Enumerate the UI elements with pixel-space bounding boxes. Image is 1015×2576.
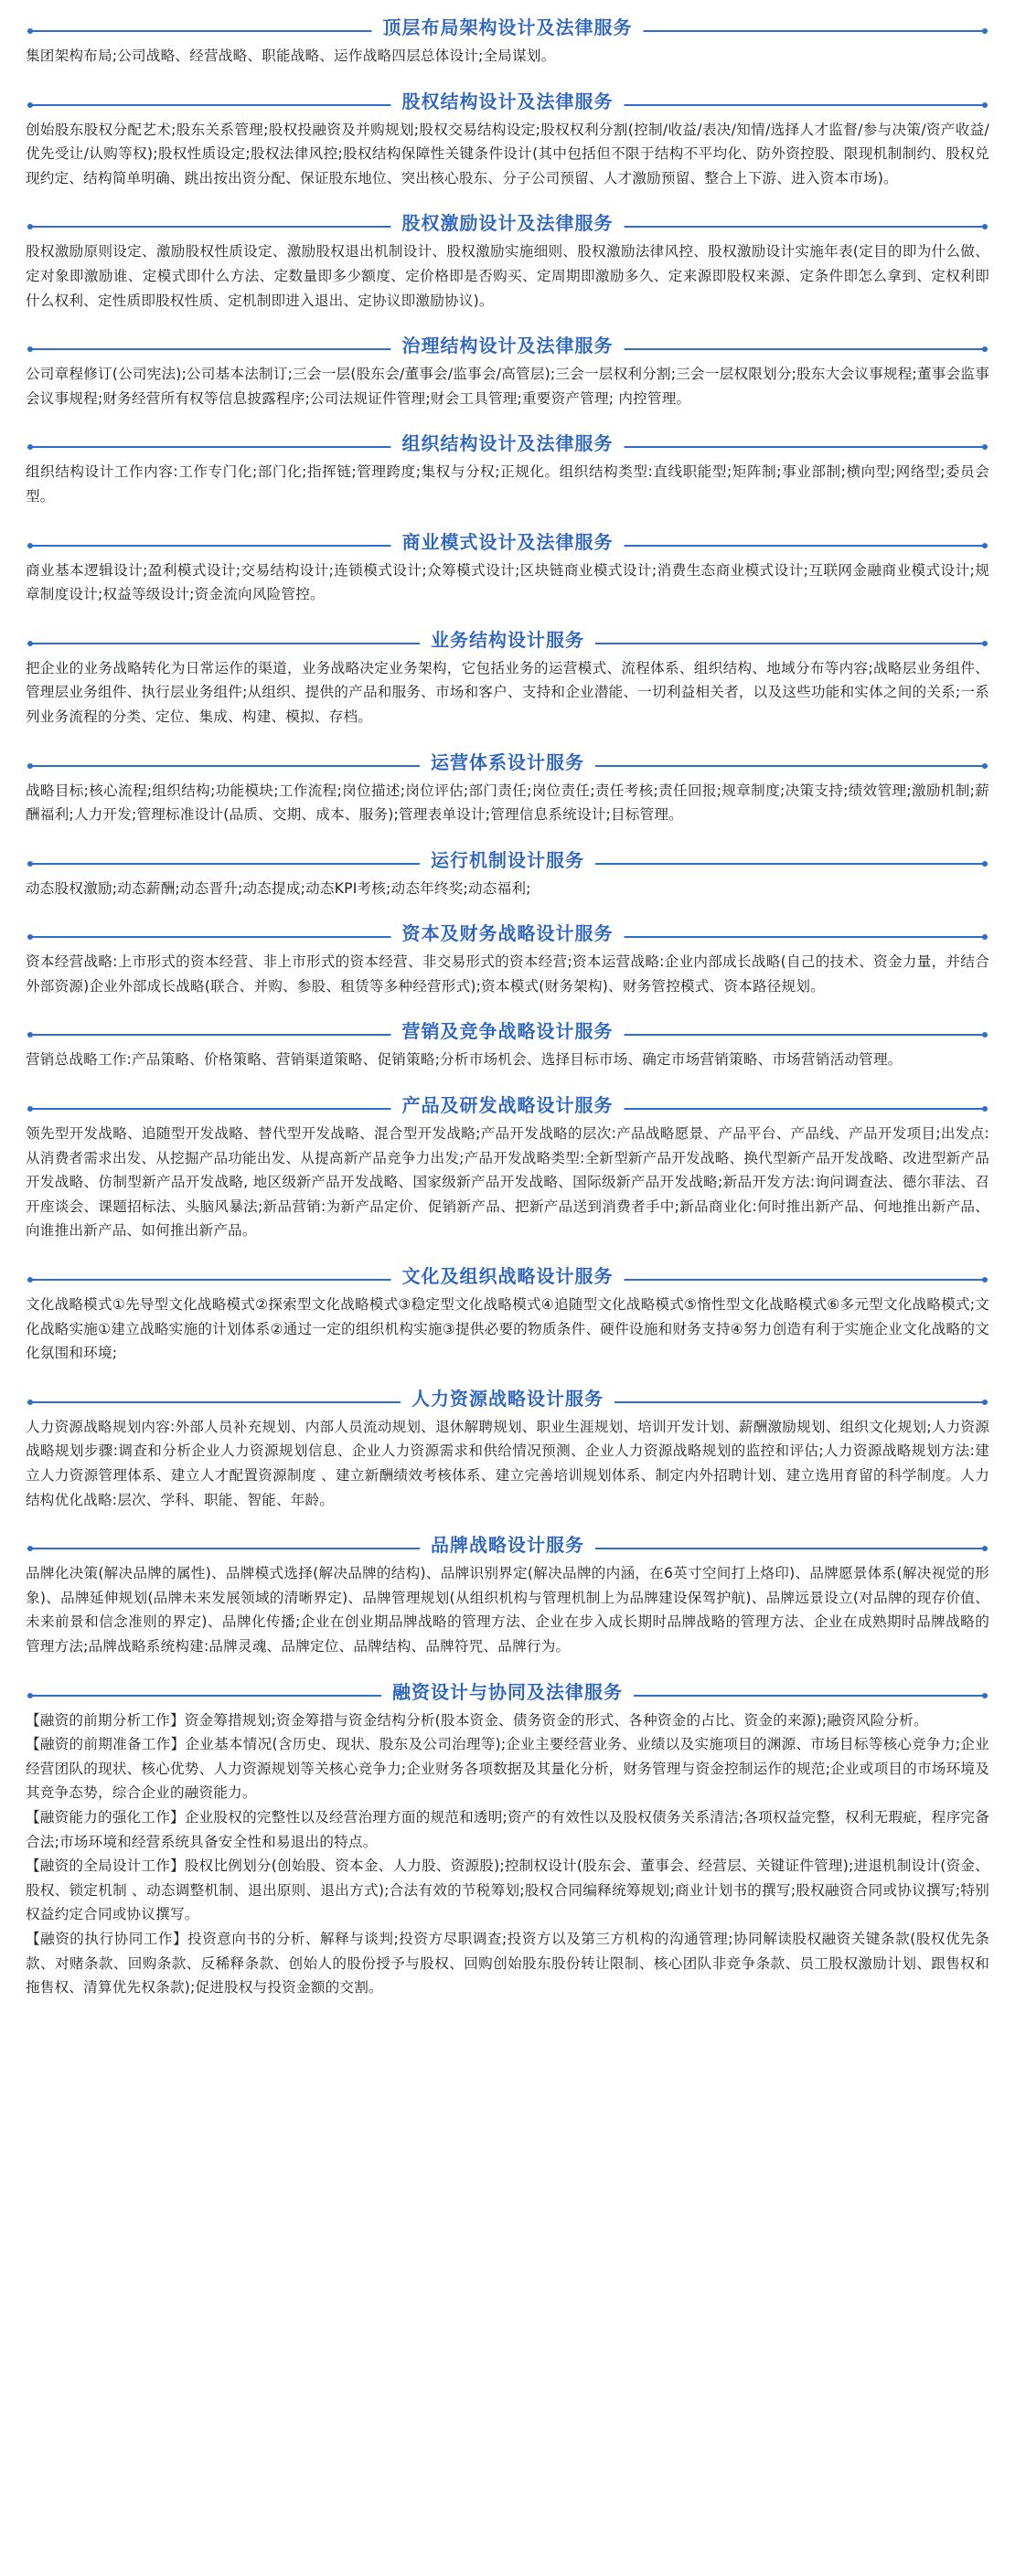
section-paragraph: 【融资的前期分析工作】资金筹措规划;资金筹措与资金结构分析(股本资金、债务资金的形式、各种资金的占比、资金的来源);融资风险分析。 bbox=[26, 1711, 928, 1729]
section-body bbox=[22, 240, 993, 313]
service-section bbox=[22, 1091, 993, 1243]
section-paragraph: 股权激励原则设定、激励股权性质设定、激励股权退出机制设计、股权激励实施细则、股权激励法律风控、股权激励设计实施年表(定目的即为什么做、定对象即激励谁、定模式即什么方法、定数量即多少额度、定价格即是否购买、定周期即激励多久、定来源即股权来源、定条件即怎么拿到、定权利即什么权利、定性质即股权性质、定机制即进入退出、定协议即激励协议)。 bbox=[26, 243, 989, 309]
section-paragraph: 组织结构设计工作内容:工作专门化;部门化;指挥链;管理跨度;集权与分权;正规化。组织结构类型:直线职能型;矩阵制;事业部制;横向型;网络型;委员会型。 bbox=[26, 463, 989, 505]
section-body bbox=[22, 1561, 993, 1658]
section-title: 产品及研发战略设计服务 bbox=[391, 1091, 625, 1120]
service-section bbox=[22, 625, 993, 729]
service-section bbox=[22, 1017, 993, 1072]
section-title: 运行机制设计服务 bbox=[420, 846, 595, 875]
section-title: 顶层布局架构设计及法律服务 bbox=[372, 13, 644, 42]
service-section bbox=[22, 429, 993, 508]
section-body bbox=[22, 656, 993, 729]
section-body bbox=[22, 362, 993, 410]
service-section bbox=[22, 1530, 993, 1658]
section-header bbox=[22, 13, 993, 44]
section-body bbox=[22, 1048, 993, 1072]
section-paragraph: 【融资的前期准备工作】企业基本情况(含历史、现状、股东及公司治理等);企业主要经营业务、业绩以及实施项目的渊源、市场目标等核心竞争力;企业经营团队的现状、核心优势、人力资源规划等关核心竞争力;企业财务各项数据及其量化分析，财务管理与资金控制运作的规范;企业或项目的市场环境及其竞争态势，综合企业的融资能力。 bbox=[26, 1736, 989, 1802]
section-paragraph: 文化战略模式①先导型文化战略模式②探索型文化战略模式③稳定型文化战略模式④追随型文化战略模式⑤惰性型文化战略模式⑥多元型文化战略模式;文化战略实施①建立战略实施的计划体系②通过一定的组织机构实施③提供必要的物质条件、硬件设施和财务支持④努力创造有利于实施企业文化战略的文化氛围和环境; bbox=[26, 1296, 989, 1362]
section-title: 文化及组织战略设计服务 bbox=[391, 1261, 625, 1291]
section-body bbox=[22, 1415, 993, 1512]
section-paragraph: 创始股东股权分配艺术;股东关系管理;股权投融资及并购规划;股权交易结构设定;股权权利分割(控制/收益/表决/知情/选择人才监督/参与决策/资产收益/优先受让/认购等权);股权性质设定;股权法律风控;股权结构保障性关键条件设计(其中包括但不限于结构不平均化、防外资控股、限现机制制约、股权兑现约定、结构简单明确、跳出按出资分配、保证股东地位、突出核心股东、分子公司预留、人才激励预留、整合上下游、进入资本市场)。 bbox=[26, 121, 989, 186]
section-body bbox=[22, 559, 993, 607]
section-header bbox=[22, 208, 993, 240]
section-header bbox=[22, 748, 993, 779]
section-header bbox=[22, 1677, 993, 1708]
section-paragraph: 【融资的全局设计工作】股权比例划分(创始股、资本金、人力股、资源股);控制权设计(股东会、董事会、经营层、关键证件管理);进退机制设计(资金、股权、锁定机制 、动态调整机制、退出原则、退出方式);合法有效的节税筹划;股权合同编释统筹规划;商业计划书的撰写;股权融资合同或协议撰写;特别权益约定合同或协议撰写。 bbox=[26, 1857, 989, 1923]
section-header bbox=[22, 1530, 993, 1561]
section-title: 融资设计与协同及法律服务 bbox=[381, 1677, 634, 1707]
section-header bbox=[22, 1017, 993, 1048]
section-paragraph: 资本经营战略:上市形式的资本经营、非上市形式的资本经营、非交易形式的资本经营;资本运营战略:企业内部成长战略(自己的技术、资金力量，并结合外部资源)企业外部成长战略(联合、并购、参股、租赁等多种经营形式);资本模式(财务架构)、财务管控模式、资本路径规划。 bbox=[26, 953, 989, 995]
section-paragraph: 人力资源战略规划内容:外部人员补充规划、内部人员流动规划、退休解聘规划、职业生涯规划、培训开发计划、薪酬激励规划、组织文化规划;人力资源战略规划步骤:调查和分析企业人力资源规划信息、企业人力资源需求和供给情况预测、企业人力资源战略规划的监控和评估;人力资源战略规划方法:建立人力资源管理体系、建立人才配置资源制度 、建立新酬绩效考核体系、建立完善培训规划体系、制定内外招聘计划、建立选用育留的科学制度。人力结构优化战略:层次、学科、职能、智能、年龄。 bbox=[26, 1418, 989, 1508]
section-header bbox=[22, 1261, 993, 1293]
section-body bbox=[22, 1293, 993, 1366]
section-title: 品牌战略设计服务 bbox=[420, 1530, 595, 1559]
service-section bbox=[22, 87, 993, 191]
section-body bbox=[22, 118, 993, 191]
section-header bbox=[22, 919, 993, 950]
service-section bbox=[22, 1677, 993, 2000]
section-paragraph: 集团架构布局;公司战略、经营战略、职能战略、运作战略四层总体设计;全局谋划。 bbox=[26, 48, 556, 64]
service-section bbox=[22, 1384, 993, 1512]
section-header bbox=[22, 846, 993, 877]
section-paragraph: 商业基本逻辑设计;盈利模式设计;交易结构设计;连锁模式设计;众筹模式设计;区块链商业模式设计;消费生态商业模式设计;互联网金融商业模式设计;规章制度设计;权益等级设计;资金流向风险管控。 bbox=[26, 561, 989, 603]
service-section bbox=[22, 1261, 993, 1366]
section-paragraph: 动态股权激励;动态薪酬;动态晋升;动态提成;动态KPI考核;动态年终奖;动态福利; bbox=[26, 879, 531, 897]
section-body bbox=[22, 950, 993, 998]
section-body bbox=[22, 1122, 993, 1243]
service-section bbox=[22, 13, 993, 69]
section-header bbox=[22, 1384, 993, 1415]
service-section bbox=[22, 208, 993, 313]
section-header bbox=[22, 625, 993, 656]
section-header bbox=[22, 331, 993, 362]
section-header bbox=[22, 429, 993, 460]
service-section bbox=[22, 527, 993, 607]
section-title: 股权结构设计及法律服务 bbox=[391, 87, 625, 116]
section-paragraph: 【融资的执行协同工作】投资意向书的分析、解释与谈判;投资方尽职调查;投资方以及第三方机构的沟通管理;协同解读股权融资关键条款(股权优先条款、对赌条款、回购条款、反稀释条款、创始人的股份授予与股权、回购创始股东股份转让限制、核心团队非竞争条款、员工股权激励计划、跟售权和拖售权、清算优先权条款);促进股权与投资金额的交割。 bbox=[26, 1930, 989, 1996]
section-title: 组织结构设计及法律服务 bbox=[391, 429, 625, 458]
section-body bbox=[22, 779, 993, 827]
section-paragraph: 营销总战略工作:产品策略、价格策略、营销渠道策略、促销策略;分析市场机会、选择目标市场、确定市场营销策略、市场营销活动管理。 bbox=[26, 1051, 903, 1069]
service-section bbox=[22, 846, 993, 901]
section-title: 资本及财务战略设计服务 bbox=[391, 919, 625, 948]
section-header bbox=[22, 87, 993, 118]
section-title: 运营体系设计服务 bbox=[420, 748, 595, 777]
section-title: 营销及竞争战略设计服务 bbox=[391, 1017, 625, 1046]
section-paragraph: 战略目标;核心流程;组织结构;功能模块;工作流程;岗位描述;岗位评估;部门责任;岗位责任;责任考核;责任回报;规章制度;决策支持;绩效管理;激励机制;薪酬福利;人力开发;管理标准设计(品质、交期、成本、服务);管理表单设计;管理信息系统设计;目标管理。 bbox=[26, 782, 989, 824]
section-title: 人力资源战略设计服务 bbox=[401, 1384, 614, 1413]
service-section bbox=[22, 748, 993, 827]
section-paragraph: 公司章程修订(公司宪法);公司基本法制订;三会一层(股东会/董事会/监事会/高管层);三会一层权利分割;三会一层权限划分;股东大会议事规程;董事会监事会议事规程;财务经营所有权等信息披露程序;公司法规证件管理;财会工具管理;重要资产管理; 内控管理。 bbox=[26, 366, 989, 407]
section-title: 股权激励设计及法律服务 bbox=[391, 208, 625, 238]
section-title: 业务结构设计服务 bbox=[420, 625, 595, 655]
section-body bbox=[22, 1708, 993, 2000]
section-paragraph: 品牌化决策(解决品牌的属性)、品牌模式选择(解决品牌的结构)、品牌识别界定(解决品牌的内涵，在6英寸空间打上烙印)、品牌愿景体系(解决视觉的形象)、品牌延伸规划(品牌未来发展领域的清晰界定)、品牌管理规划(从组织机构与管理机制上为品牌建设保驾护航)、品牌远景设立(对品牌的现存价值、未来前景和信念准则的界定)、品牌化传播;企业在创业期品牌战略的管理方法、企业在步入成长期时品牌战略的管理方法、企业在成熟期时品牌战略的管理方法;品牌战略系统构建:品牌灵魂、品牌定位、品牌结构、品牌符咒、品牌行为。 bbox=[26, 1565, 989, 1655]
section-title: 商业模式设计及法律服务 bbox=[391, 527, 625, 557]
service-section bbox=[22, 919, 993, 998]
section-title: 治理结构设计及法律服务 bbox=[391, 331, 625, 360]
section-paragraph: 【融资能力的强化工作】企业股权的完整性以及经营治理方面的规范和透明;资产的有效性以及股权债务关系清洁;各项权益完整，权利无瑕疵，程序完备合法;市场环境和经营系统具备安全性和易退出的特点。 bbox=[26, 1808, 989, 1850]
section-paragraph: 领先型开发战略、追随型开发战略、替代型开发战略、混合型开发战略;产品开发战略的层次:产品战略愿景、产品平台、产品线、产品开发项目;出发点:从消费者需求出发、从挖掘产品功能出发、从提高新产品竞争力出发;产品开发战略类型:全新型新产品开发战略、换代型新产品开发战略、改进型新产品开发战略、仿制型新产品开发战略, 地区级新产品开发战略、国家级新产品开发战略、国际级新产品开发战略;新品开发方法:询问调查法、德尔菲法、召开座谈会、课题招标法、头脑风暴法;新品营销:为新产品定价、促销新产品、把新产品送到消费者手中;新品商业化:何时推出新产品、何地推出新产品、向谁推出新产品、如何推出新产品。 bbox=[26, 1125, 989, 1240]
section-header bbox=[22, 527, 993, 559]
service-section bbox=[22, 331, 993, 410]
section-header bbox=[22, 1091, 993, 1122]
section-paragraph: 把企业的业务战略转化为日常运作的渠道，业务战略决定业务架构，它包括业务的运营模式、流程体系、组织结构、地域分布等内容;战略层业务组件、管理层业务组件、执行层业务组件;从组织、提供的产品和服务、市场和客户、支持和企业潜能、一切利益相关者，以及这些功能和实体之间的关系;一系列业务流程的分类、定位、集成、构建、模拟、存档。 bbox=[26, 659, 989, 725]
section-body bbox=[22, 460, 993, 508]
section-body bbox=[22, 877, 993, 901]
section-body bbox=[22, 44, 993, 69]
